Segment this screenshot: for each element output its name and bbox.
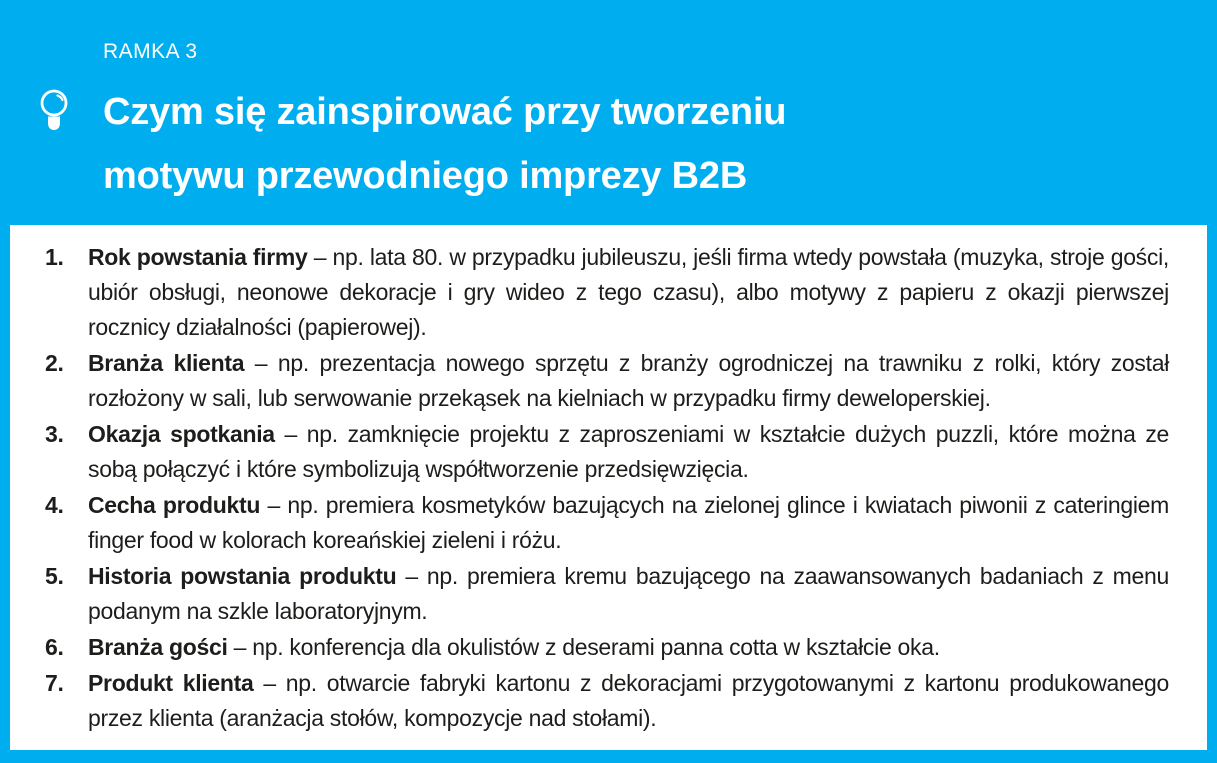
box-content: [10, 225, 1207, 750]
list-item-lead: Okazja spotkania: [88, 421, 275, 447]
list-item-body: – np. premiera kosmetyków bazujących na zielonej glince i kwiatach piwonii z cateringiem finger food w kolorach koreańskiej zieleni i różu.: [88, 492, 1169, 553]
list-item-number: 6.: [45, 634, 64, 660]
list-item: [45, 666, 1169, 736]
list-item-body: – np. prezentacja nowego sprzętu z branży ogrodniczej na trawniku z rolki, który został rozłożony w sali, lub serwowanie przekąsek na kielniach w przypadku firmy deweloperskiej.: [88, 350, 1169, 411]
list-item-lead: Rok powstania firmy: [88, 244, 308, 270]
list-item: [45, 559, 1169, 629]
list-item-body: – np. konferencja dla okulistów z deserami panna cotta w kształcie oka.: [227, 634, 940, 660]
list-item-lead: Branża klienta: [88, 350, 245, 376]
list-item-number: 3.: [45, 421, 64, 447]
list-item-lead: Produkt klienta: [88, 670, 254, 696]
box-kicker: RAMKA 3: [103, 40, 198, 63]
box-title: [103, 80, 1177, 208]
list-item-text: [88, 240, 1169, 345]
list-item-number: 4.: [45, 492, 64, 518]
list-item-text: [88, 666, 1169, 736]
list-item-lead: Cecha produktu: [88, 492, 261, 518]
list-item-text: [88, 630, 1169, 665]
list-item-number: 2.: [45, 350, 64, 376]
list-item-text: [88, 488, 1169, 558]
list-item-text: [88, 417, 1169, 487]
box-title-line1: Czym się zainspirować przy tworzeniu: [103, 91, 787, 133]
list-item-text: [88, 346, 1169, 416]
list-item-lead: Historia powstania produktu: [88, 563, 397, 589]
lightbulb-icon: [38, 88, 72, 144]
list-item-body: – np. lata 80. w przypadku jubileuszu, jeśli firma wtedy powstała (muzyka, stroje gości, ubiór obsługi, neonowe dekoracje i gry wideo z tego czasu), albo motywy z papieru z okazji pierwszej rocznicy działalności (papierowej).: [88, 244, 1169, 340]
list-item-body: – np. premiera kremu bazującego na zaawansowanych badaniach z menu podanym na szkle laboratoryjnym.: [88, 563, 1169, 624]
list-item: [45, 240, 1169, 345]
list-item: [45, 488, 1169, 558]
list-item-body: – np. zamknięcie projektu z zaproszeniami w kształcie dużych puzzli, które można ze sobą połączyć i które symbolizują współtworzenie przedsięwzięcia.: [88, 421, 1170, 482]
list-item-body: – np. otwarcie fabryki kartonu z dekoracjami przygotowanymi z kartonu produkowanego przez klienta (aranżacja stołów, kompozycje nad stołami).: [88, 670, 1169, 731]
list-item: [45, 346, 1169, 416]
list-item-number: 1.: [45, 244, 64, 270]
list-item-text: [88, 559, 1169, 629]
list-item-lead: Branża gości: [88, 634, 228, 660]
list-item-number: 7.: [45, 670, 64, 696]
list-item: [45, 630, 1169, 665]
list-item-number: 5.: [45, 563, 64, 589]
list-item: [45, 417, 1169, 487]
box-title-line2: motywu przewodniego imprezy B2B: [103, 155, 748, 197]
